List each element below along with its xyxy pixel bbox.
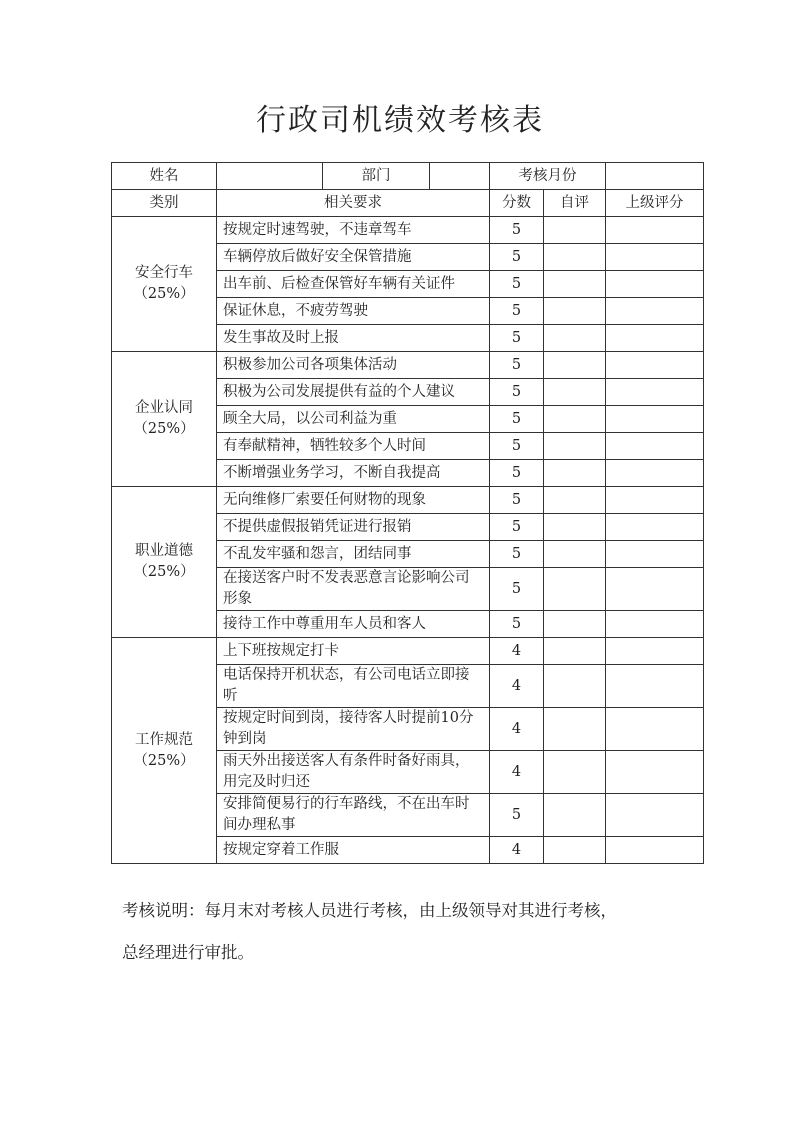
self-rating-cell[interactable] [544,568,606,611]
self-rating-cell[interactable] [544,325,606,352]
score-cell: 4 [490,638,544,665]
score-cell: 5 [490,352,544,379]
self-rating-cell[interactable] [544,541,606,568]
requirement-cell: 上下班按规定打卡 [217,638,490,665]
requirement-cell: 雨天外出接送客人有条件时备好雨具，用完及时归还 [217,751,490,794]
requirement-cell: 不乱发牢骚和怨言，团结同事 [217,541,490,568]
requirement-cell: 按规定时速驾驶，不违章驾车 [217,217,490,244]
superior-rating-cell[interactable] [606,514,704,541]
name-field[interactable] [217,163,323,190]
category-name: 工作规范 [135,731,193,748]
note-line-2: 总经理进行审批。 [122,943,254,962]
superior-rating-cell[interactable] [606,433,704,460]
self-rating-cell[interactable] [544,379,606,406]
superior-rating-cell[interactable] [606,217,704,244]
superior-rating-cell[interactable] [606,568,704,611]
superior-rating-cell[interactable] [606,708,704,751]
superior-rating-cell[interactable] [606,352,704,379]
requirement-cell: 接待工作中尊重用车人员和客人 [217,611,490,638]
requirement-cell: 按规定穿着工作服 [217,837,490,864]
score-cell: 4 [490,837,544,864]
score-cell: 5 [490,460,544,487]
score-cell: 5 [490,514,544,541]
score-cell: 5 [490,379,544,406]
superior-rating-cell[interactable] [606,271,704,298]
score-cell: 5 [490,568,544,611]
self-rating-cell[interactable] [544,487,606,514]
superior-rating-cell[interactable] [606,325,704,352]
table-row [112,352,704,379]
score-cell: 4 [490,665,544,708]
superior-rating-cell[interactable] [606,751,704,794]
requirement-cell: 电话保持开机状态，有公司电话立即接听 [217,665,490,708]
col-category: 类别 [112,190,217,217]
category-cell [112,638,217,864]
col-superior: 上级评分 [606,190,704,217]
requirement-cell: 积极参加公司各项集体活动 [217,352,490,379]
superior-rating-cell[interactable] [606,665,704,708]
header-row [112,163,704,190]
col-requirement: 相关要求 [217,190,490,217]
dept-field[interactable] [430,163,490,190]
assessment-note [122,890,722,974]
superior-rating-cell[interactable] [606,638,704,665]
requirement-cell: 安排简便易行的行车路线，不在出车时间办理私事 [217,794,490,837]
self-rating-cell[interactable] [544,751,606,794]
name-label: 姓名 [112,163,217,190]
page-title: 行政司机绩效考核表 [256,103,544,138]
superior-rating-cell[interactable] [606,406,704,433]
score-cell: 4 [490,751,544,794]
self-rating-cell[interactable] [544,837,606,864]
self-rating-cell[interactable] [544,794,606,837]
score-cell: 5 [490,217,544,244]
score-cell: 4 [490,708,544,751]
requirement-cell: 车辆停放后做好安全保管措施 [217,244,490,271]
requirement-cell: 按规定时间到岗，接待客人时提前10分钟到岗 [217,708,490,751]
requirement-cell: 发生事故及时上报 [217,325,490,352]
requirement-cell: 无向维修厂索要任何财物的现象 [217,487,490,514]
superior-rating-cell[interactable] [606,794,704,837]
requirement-cell: 有奉献精神，牺牲较多个人时间 [217,433,490,460]
category-cell [112,217,217,352]
self-rating-cell[interactable] [544,433,606,460]
self-rating-cell[interactable] [544,611,606,638]
score-cell: 5 [490,541,544,568]
requirement-cell: 积极为公司发展提供有益的个人建议 [217,379,490,406]
self-rating-cell[interactable] [544,708,606,751]
superior-rating-cell[interactable] [606,837,704,864]
category-weight: （25%） [133,421,195,437]
table-row [112,217,704,244]
superior-rating-cell[interactable] [606,244,704,271]
dept-label: 部门 [323,163,430,190]
self-rating-cell[interactable] [544,217,606,244]
category-cell [112,487,217,638]
self-rating-cell[interactable] [544,514,606,541]
superior-rating-cell[interactable] [606,379,704,406]
self-rating-cell[interactable] [544,271,606,298]
requirement-cell: 顾全大局，以公司利益为重 [217,406,490,433]
col-score: 分数 [490,190,544,217]
score-cell: 5 [490,406,544,433]
category-weight: （25%） [133,286,195,302]
table-row [112,638,704,665]
column-header-row [112,190,704,217]
score-cell: 5 [490,271,544,298]
superior-rating-cell[interactable] [606,298,704,325]
self-rating-cell[interactable] [544,638,606,665]
superior-rating-cell[interactable] [606,460,704,487]
superior-rating-cell[interactable] [606,541,704,568]
requirement-cell: 不断增强业务学习，不断自我提高 [217,460,490,487]
month-label: 考核月份 [490,163,606,190]
score-cell: 5 [490,611,544,638]
requirement-cell: 在接送客户时不发表恶意言论影响公司形象 [217,568,490,611]
category-name: 企业认同 [135,400,193,416]
self-rating-cell[interactable] [544,298,606,325]
superior-rating-cell[interactable] [606,611,704,638]
table-row [112,487,704,514]
score-cell: 5 [490,433,544,460]
score-cell: 5 [490,487,544,514]
self-rating-cell[interactable] [544,352,606,379]
category-weight: （25%） [133,752,195,769]
category-name: 职业道德 [135,543,193,559]
score-cell: 5 [490,298,544,325]
col-self: 自评 [544,190,606,217]
requirement-cell: 不提供虚假报销凭证进行报销 [217,514,490,541]
category-cell [112,352,217,487]
self-rating-cell[interactable] [544,406,606,433]
category-weight: （25%） [133,564,195,580]
score-cell: 5 [490,794,544,837]
appraisal-table [111,162,704,864]
self-rating-cell[interactable] [544,665,606,708]
score-cell: 5 [490,244,544,271]
self-rating-cell[interactable] [544,460,606,487]
score-cell: 5 [490,325,544,352]
self-rating-cell[interactable] [544,244,606,271]
requirement-cell: 出车前、后检查保管好车辆有关证件 [217,271,490,298]
note-line-1: 考核说明：每月末对考核人员进行考核，由上级领导对其进行考核， [122,901,617,920]
requirement-cell: 保证休息，不疲劳驾驶 [217,298,490,325]
month-field[interactable] [606,163,704,190]
superior-rating-cell[interactable] [606,487,704,514]
category-name: 安全行车 [135,265,193,281]
